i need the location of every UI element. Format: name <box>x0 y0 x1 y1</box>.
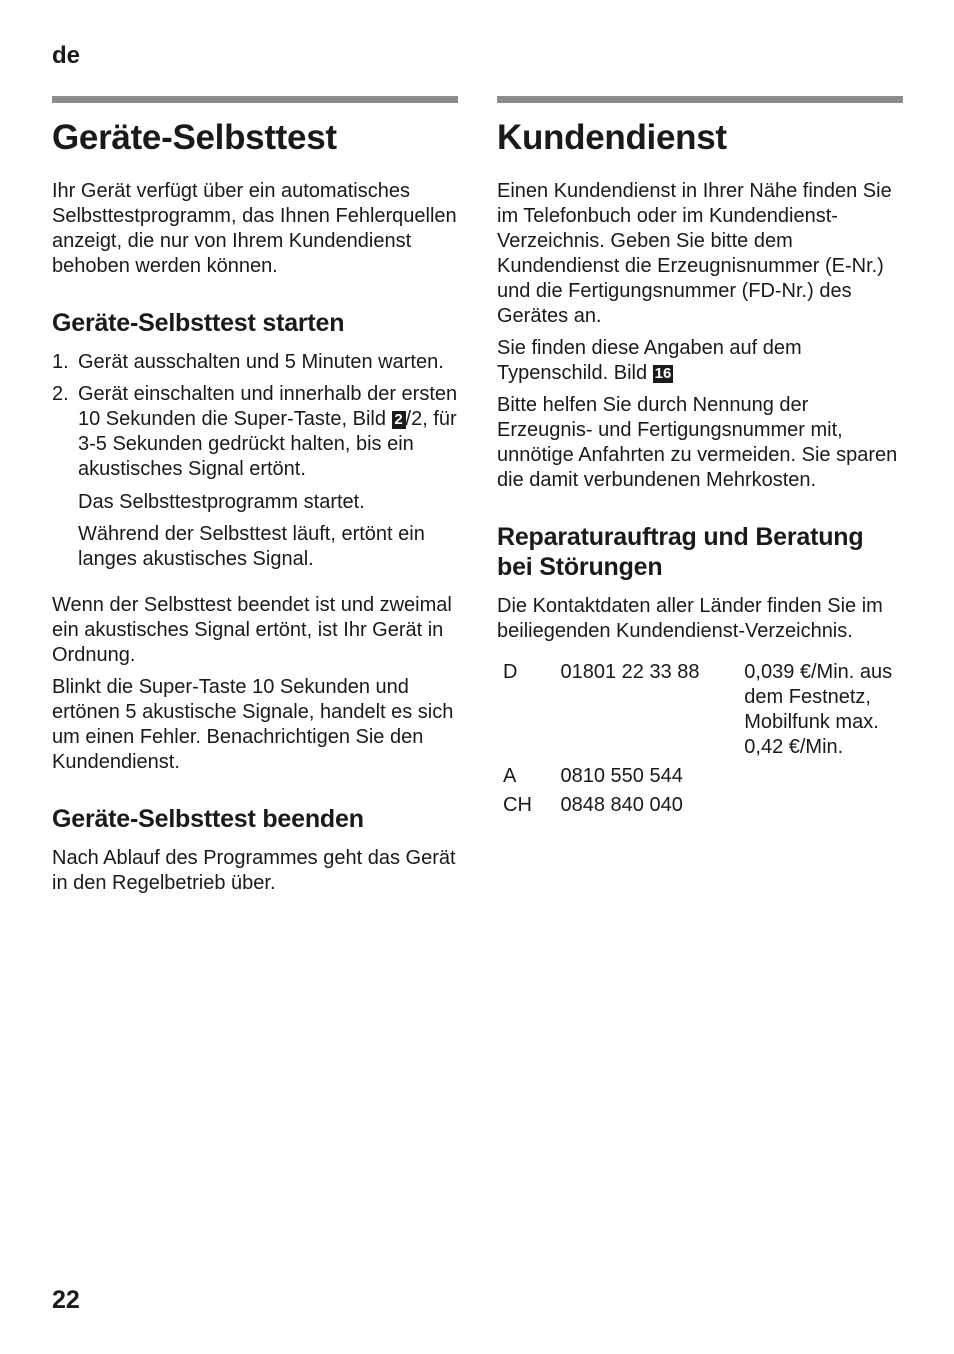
repair-text: Die Kontaktdaten aller Länder finden Sie im beiliegenden Kundendienst-Verzeichnis. <box>497 595 883 642</box>
selftest-end-text: Nach Ablauf des Programmes geht das Gerät in den Regelbetrieb über. <box>52 847 456 894</box>
contact-cost: 0,039 €/Min. aus dem Festnetz, Mobilfunk max. 0,42 €/Min. <box>744 661 893 758</box>
contact-cost <box>744 793 903 822</box>
heading-selftest-end: Geräte-Selbsttest beenden <box>52 805 364 833</box>
section-title-service: Kundendienst <box>497 118 727 157</box>
page-number: 22 <box>52 1286 80 1314</box>
language-tag: de <box>52 42 81 69</box>
service-text-1: Einen Kundendienst in Ihrer Nähe finden Sie im Telefonbuch oder im Kundendienst-Verzeichnis. Geben Sie bitte dem Kundendienst die Erzeugnisnummer (E-Nr.) und die Fertigungsnummer (FD-Nr.) des Gerätes an. <box>497 180 892 327</box>
right-column <box>497 96 903 822</box>
step-2 <box>52 382 458 482</box>
service-text-2-body: Sie finden diese Angaben auf dem Typenschild. Bild <box>497 337 802 384</box>
contact-phone: 0810 550 544 <box>560 765 683 787</box>
section-rule <box>52 96 458 103</box>
step-text-b: /2, für 3-5 Sekunden gedrückt halten, bis ein akustisches Signal ertönt. <box>78 408 457 480</box>
step-number: 2. <box>52 383 69 405</box>
step-note: Das Selbsttestprogramm startet. <box>78 491 365 513</box>
selftest-steps <box>52 350 458 482</box>
contact-table <box>503 660 903 822</box>
selftest-ok-text: Wenn der Selbsttest beendet ist und zweimal ein akustisches Signal ertönt, ist Ihr Gerät in Ordnung. <box>52 594 452 666</box>
selftest-error-text: Blinkt die Super-Taste 10 Sekunden und ertönen 5 akustische Signale, handelt es sich um einen Fehler. Benachrichtigen Sie den Kundendienst. <box>52 676 454 773</box>
table-row <box>503 793 903 822</box>
section-title-selftest: Geräte-Selbsttest <box>52 118 337 157</box>
left-column <box>52 96 458 903</box>
table-row <box>503 764 903 793</box>
contact-phone: 0848 840 040 <box>560 794 683 816</box>
contact-cost <box>744 764 903 793</box>
service-text-2 <box>497 336 903 386</box>
contact-phone: 01801 22 33 88 <box>560 661 700 683</box>
step-number: 1. <box>52 351 69 373</box>
figure-reference: 2 <box>392 411 406 429</box>
step-text-a: Gerät einschalten und innerhalb der ersten 10 Sekunden die Super-Taste, Bild <box>78 383 458 430</box>
heading-repair: Reparaturauftrag und Beratung bei Störungen <box>497 523 864 581</box>
table-row <box>503 660 903 764</box>
step-1 <box>52 350 458 375</box>
service-text-3: Bitte helfen Sie durch Nennung der Erzeugnis- und Fertigungsnummer mit, unnötige Anfahrten zu vermeiden. Sie sparen die damit verbundenen Mehrkosten. <box>497 394 898 491</box>
figure-reference: 16 <box>654 365 672 382</box>
step-note: Während der Selbsttest läuft, ertönt ein langes akustisches Signal. <box>78 523 425 570</box>
step-text: Gerät ausschalten und 5 Minuten warten. <box>78 351 444 373</box>
selftest-intro: Ihr Gerät verfügt über ein automatisches Selbsttestprogramm, das Ihnen Fehlerquellen anzeigt, die nur von Ihrem Kundendienst behoben werden können. <box>52 180 457 277</box>
contact-country: CH <box>503 794 532 816</box>
contact-country: A <box>503 765 517 787</box>
contact-country: D <box>503 661 518 683</box>
heading-selftest-start: Geräte-Selbsttest starten <box>52 309 345 337</box>
section-rule <box>497 96 903 103</box>
